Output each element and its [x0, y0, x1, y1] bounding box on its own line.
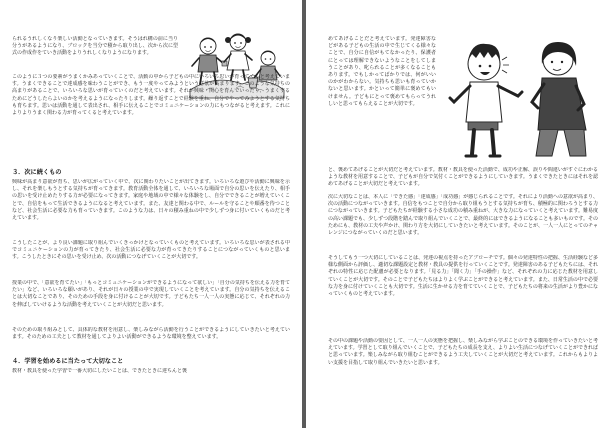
section-3-heading: ３．次に続くもの [12, 169, 62, 176]
left-paragraph-3: 興味が高まり意欲が育ち、思いが広がっていく中で、次に関わりたいことが出てきます。いろいろな遊びや活動に興味を示し、それを楽しもうとする気持ちが育ってきます。教育活動全体を通して、いろいろな場面で自分の思いを伝えたり、相手の思いを受け止めたりする力が必要になってきます。家庭や地域の中で様々な体験をし、自分でできることが増えていくことで、自信をもって生活できるようになると考えています。また、友達と関わる中で、ルールを守ることや順番を待つことなど、社会生活に必要な力も育っていきます。このような力は、日々の積み重ねの中で少しずつ身に付いていくものだと考えています。 [12, 179, 290, 222]
left-page [0, 0, 302, 428]
right-page [306, 0, 608, 428]
left-paragraph-1: られるうれしくなり楽しい活動となっていきます。そうはれ構の前に当り分うがあるようになり、ブロックを当分で積から取り出し、次から次に型式の作成作をていき活動をよりうれしくなりようになります。 [12, 36, 178, 57]
left-paragraph-5: 授業の中で、「意欲を育てたい」「もっとコミュニケーションができるようになって欲しい」「自分の気持ちを伝える力を育てたい」など、いろいろな願いがあり、それが日々の授業の中で実現していくことを考えています。自分の気持ちを伝えることは大切なことであり、そのための手段を身に付けることが大切です。子どもたち一人一人の実態に応じて、それぞれの力を伸ばしていけるような活動を考えていくことが大切だと思います。 [12, 280, 290, 308]
right-paragraph-5: その中の課題や活動の要因として、一人一人の実態を把握し、楽しみながら学ぶことのできる環境を作っていきたいと考えています。学習として取り組んでいくことで、子どもたちの成長を支え、よりよい生活につなげていくことができればと思っています。楽しみながら取り組むことができるよう工夫していくことが大切だと考えています。これからもよりよい支援を目指して取り組んでいきたいと思います。 [328, 338, 598, 366]
right-paragraph-2: と、褒めてあげることが大切だと考えています。教材・教具を使った活動で、成功や正解、誤りや間違いがすぐにわかるような教材を用意することで、子どもが自分で気付くことができるようにしていきます。うまくできたときにはそれを認めてあげることが大切だと考えています。 [328, 167, 598, 188]
left-paragraph-4: こうしたことが、より良い課題に取り組んでいくきっかけとなっていくものと考えています。いろいろな思いが表される中でコミュニケーションの力が育ってきたり、社会生活に必要な力が育ってきたりすることにつながっていくものと思います。こうしたときにその思いを受け止め、次の活動につなげていくことが大切です。 [12, 240, 290, 261]
left-paragraph-6: そのための取り組みとして、具体的な教材を用意し、楽しみながら活動を行うことができるようにしていきたいと考えています。そのための工夫として教材を通してよりよい活動ができるような環境を整えています。 [12, 327, 290, 341]
child-and-adult-illustration [440, 30, 598, 166]
right-paragraph-3: 次に大切なことは、本人に「できた感」「達成感」「成功感」が感じられることです。それにより活動への意欲が高まり、次の活動につながっていきます。自信をもつことで自分から取り組もうとする気持ちが育ち、積極的に関わろうとする力につながっていきます。子どもたちが経験する小さな成功の積み重ねが、大きな力になっていくと考えています。難易度の高い課題でも、少しずつ段階を踏んで取り組んでいくことで、最終的にはできるようになることも多いものです。そのためにも、教材の工夫や声かけ、関わり方を大切にしていきたいと考えています。そのことが、一人一人にとってのチャレンジにつながっていくのだと思います。 [328, 194, 598, 237]
right-paragraph-4: そうしてもう一つ大切にしていることは、発達の視点を持ったアプローチです。個々の発達特性の把握、生活経験など多様な側面から評価し、適切な課題設定と教材・教具の提供を行っていくことです。発達障害のある子どもたちには、それぞれの特性に応じた配慮が必要となります。「見る力」「聞く力」「手の操作」など、それぞれの力に応じた教材を用意していくことが大切です。そのことで子どもたちはよりよく学ぶことができると考えています。また、日常生活の中で必要な力を身に付けていくことも大切です。生活に生かせる力を育てていくことで、子どもたちの将来の生活がより豊かになっていくものと考えています。 [328, 255, 598, 298]
right-paragraph-1: めてあげることだと考えています。発達障害などがある子どもの生活の中で生じてくる様々なことで、自分に自信がもてなかったり、保護者にとっては理解できないようなことをしてしまうことがあり、叱られることが多くなることもあります。でもしかってばかりでは、何がいいのかがわからない。気持ちも思いも育っていかないと思います。かといって簡単に褒めてもいけません。子どもにとって褒めてもらってうれしいと思ってもらえることが大切です。 [328, 36, 436, 107]
section-4-heading: ４．学習を始めるに当たって大切なこと [12, 358, 124, 365]
left-paragraph-2: このように３つの要素がうまくかみあっていくことで、活動の中から子どもの中にいろいろ思いが育ってくると考えています。うまくできることで達成感を味わうことができ、もう一度やってみようという意欲が高まります。このような気持ちの高まりがあることで、いろいろな思いが育っていくのだと考えています。それが興味・関心を育んでいったり、うまくするためにどうしたらよいのかを考えるようになったりします。繰り返すことで経験を重ね、自分でやってみようとする気持ちも育ちます。思いは活動を通して表出され、相手に伝えることでコミュニケーションの力にもつながると考えます。これによりよりうまく関わる力が育ってくると考えています。 [12, 74, 290, 117]
left-paragraph-7: 教材・教具を使った学習で一番大切にしたいことは、できたときに達ちんと褒 [12, 368, 188, 374]
